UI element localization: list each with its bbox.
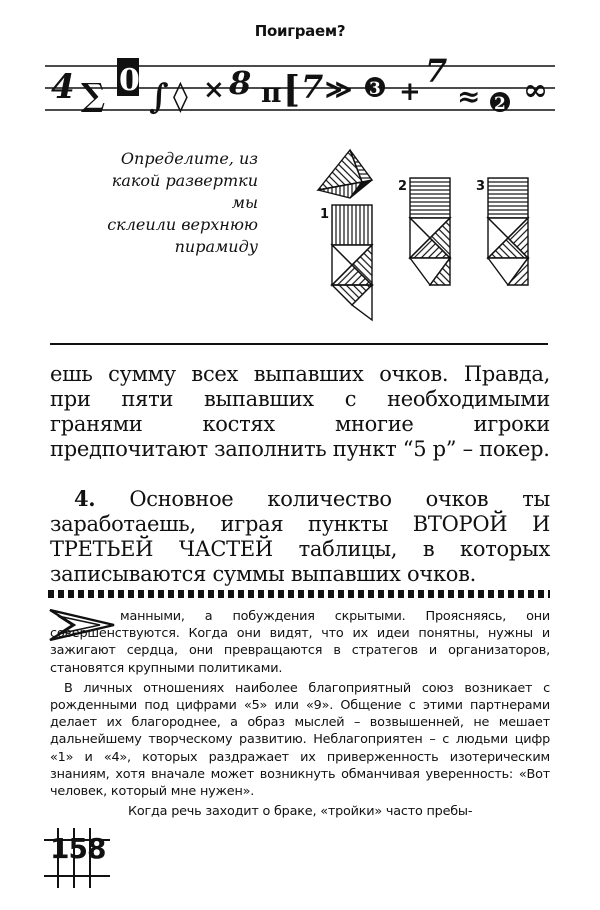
net-option-label: 1: [320, 207, 330, 222]
banner-glyph: +: [399, 77, 421, 107]
net-option-label: 2: [398, 179, 408, 194]
sidebar-paragraph: В личных отношениях наиболее благоприятный союз возникает с рожденными под цифрами «5» или «9». Общение с этими партнерами делает их благороднее, а образ мыслей – возвышенней, не мешает дальнейшему творческому развитию. Неблагоприятен – с людьми цифр «1» и «4», которых раздражает их приверженность изотерическим знаниям, хотя вначале может возникнуть обманчивая уверенность: «Вот человек, который мне нужен».: [50, 680, 550, 800]
sidebar-paragraph: манными, а побуждения скрытыми. Проясняясь, они совершенствуются. Когда они видят, что их идеи понятны, нужны и зажигают сердца, они превращаются в стратегов и организаторов, становятся крупными политиками.: [50, 609, 550, 676]
banner-glyph: [: [283, 69, 301, 111]
puzzle-question-line: какой развертки мы: [111, 171, 258, 212]
banner-glyph: 2: [494, 94, 506, 114]
net-option-3: [488, 178, 528, 285]
banner-glyph: 3: [369, 79, 381, 99]
page-header-title: Поиграем?: [254, 22, 346, 40]
banner-glyph: 4: [51, 67, 75, 107]
banner-glyph: ≈: [457, 80, 481, 113]
puzzle-question-line: пирамиду: [174, 237, 258, 256]
symbol-banner: [45, 52, 555, 124]
banner-glyph: ∑: [81, 76, 106, 114]
net-option-label: 3: [476, 179, 486, 194]
banner-glyph: 8: [229, 64, 252, 102]
paragraph-text: Основное количество очков ты заработаешь, играя пункты ВТОРОЙ И ТРЕТЬЕЙ ЧАСТЕЙ таблицы, в которых записываются суммы выпавших очков.: [50, 487, 550, 586]
net-option-1: [332, 205, 372, 320]
puzzle-question: [90, 148, 258, 258]
banner-glyph: 7: [425, 52, 448, 90]
pyramid-nets-diagram: [310, 140, 560, 325]
paragraph-number: 4.: [74, 486, 96, 511]
pyramid-figure: [318, 150, 372, 198]
banner-glyph: ≫: [325, 75, 353, 105]
dotted-divider: [48, 590, 550, 598]
section-divider: [50, 343, 548, 345]
sidebar-paragraph: Когда речь заходит о браке, «тройки» часто пребы-: [128, 804, 473, 820]
banner-glyph: 0: [119, 63, 140, 98]
puzzle-question-line: Определите, из: [120, 149, 258, 168]
body-paragraph-4: [50, 486, 550, 587]
banner-glyph: ◊: [173, 79, 188, 114]
banner-glyph: 7: [301, 68, 324, 106]
puzzle-question-line: склеили верхнюю: [107, 215, 258, 234]
banner-glyph: π: [261, 76, 282, 109]
banner-glyph: ∫: [149, 77, 169, 117]
banner-glyph: ×: [203, 75, 225, 105]
sidebar-text-block: [50, 608, 550, 820]
banner-glyph: ∞: [523, 73, 548, 108]
body-paragraph-continued: ешь сумму всех выпавших очков. Правда, при пяти выпавших с необходимыми гранями костях многие игроки предпочитают заполнить пункт “5 р” – покер.: [50, 362, 550, 461]
page-number: 158: [50, 832, 106, 865]
net-option-2: [410, 178, 450, 285]
